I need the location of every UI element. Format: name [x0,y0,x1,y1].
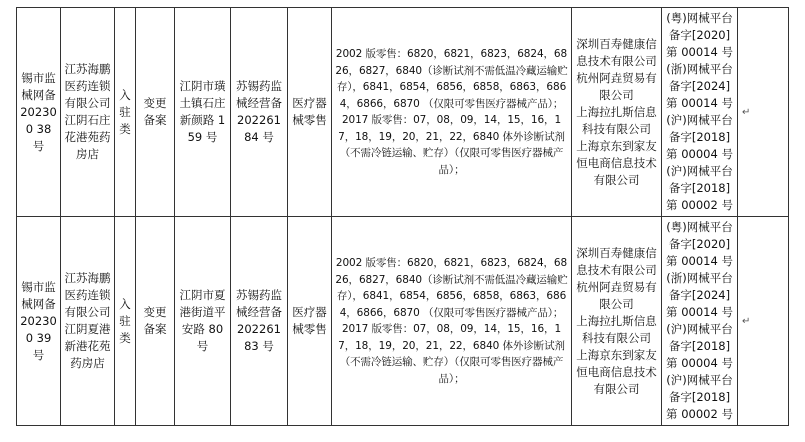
scope-2002: 2002 版零售：6820，6821，6823，6824，6826，6827，6840（诊断试剂不需低温冷藏运输贮存），6841，6854，6856，6858，6863，6864，6866，6870 （仅限可零售医疗器械产品）； [335,48,568,110]
filing-number-cell [17,217,61,426]
platform-record: (浙)网械平台备字[2024]第 00014 号 [666,271,733,319]
change-type-cell [136,217,175,426]
platform-records-cell [662,8,738,217]
platform-name: 上海拉扎斯信息科技有限公司 [576,313,657,345]
company-cell [61,217,115,426]
company-name: 江苏海鹏医药连锁有限公司江阴石庄花港苑药房店 [64,62,111,161]
paragraph-mark-icon: ↵ [742,106,751,118]
scope-2002: 2002 版零售：6820，6821，6823，6824，6826，6827，6840（诊断试剂不需低温冷藏运输贮存），6841，6854，6856，6858，6863，6864，6866，6870 （仅限可零售医疗器械产品）； [335,257,568,319]
paragraph-mark-icon: ↵ [742,315,751,327]
category: 入驻类 [119,87,131,136]
platform-name: 上海拉扎斯信息科技有限公司 [576,104,657,136]
platform-record: (沪)网械平台备字[2018]第 00002 号 [666,373,733,421]
change-type-cell [136,8,175,217]
change-type: 变更备案 [143,96,167,127]
address-cell [175,217,231,426]
filing-number-cell [17,8,61,217]
platform-name: 深圳百寿健康信息技术有限公司 [576,36,657,68]
platform-record: (粤)网械平台备字[2020]第 00014 号 [666,220,733,268]
platform-records-cell [662,217,738,426]
table-row [17,217,789,426]
address-cell [175,8,231,217]
filing-number: 锡市监械网备202300 38 号 [20,70,57,153]
table-row [17,8,789,217]
company-cell [61,8,115,217]
platform-name: 深圳百寿健康信息技术有限公司 [576,245,657,277]
service-type: 医疗器械零售 [292,96,327,127]
address: 江阴市璜土镇石庄新颜路 159 号 [179,79,226,144]
service-type: 医疗器械零售 [292,305,327,336]
platform-record: (沪)网械平台备字[2018]第 00002 号 [666,164,733,212]
company-name: 江苏海鹏医药连锁有限公司江阴夏港新港花苑药房店 [64,271,111,370]
filing-number: 锡市监械网备202300 39 号 [20,279,57,362]
scope-2017: 2017 版零售：07，08，09，14，15，16，17，18，19，20，21，22，6840 体外诊断试剂（不需冷链运输、贮存）（仅限可零售医疗器械产品）； [338,323,565,385]
category-cell [115,217,136,426]
address: 江阴市夏港街道平安路 80 号 [179,288,226,353]
end-of-cell-mark [738,8,789,217]
platforms-cell [572,217,662,426]
category: 入驻类 [119,296,131,345]
platforms-cell [572,8,662,217]
platform-name: 杭州阿垚贸易有限公司 [576,70,657,102]
change-type: 变更备案 [143,305,167,336]
scope-2017: 2017 版零售：07，08，09，14，15，16，17，18，19，20，21，22，6840 体外诊断试剂（不需冷链运输、贮存）（仅限可零售医疗器械产品）； [338,114,565,176]
license-number: 苏锡药监械经营备 20226184 号 [236,79,282,144]
platform-record: (沪)网械平台备字[2018]第 00004 号 [666,322,733,370]
platform-record: (沪)网械平台备字[2018]第 00004 号 [666,113,733,161]
platform-record: (粤)网械平台备字[2020]第 00014 号 [666,11,733,59]
filing-table [16,7,789,426]
platform-name: 上海京东到家友恒电商信息技术有限公司 [576,138,657,187]
platform-name: 杭州阿垚贸易有限公司 [576,279,657,311]
platform-record: (浙)网械平台备字[2024]第 00014 号 [666,62,733,110]
end-of-cell-mark [738,217,789,426]
service-cell [288,8,332,217]
license-cell [231,8,288,217]
scope-cell [332,217,572,426]
platform-name: 上海京东到家友恒电商信息技术有限公司 [576,347,657,396]
service-cell [288,217,332,426]
category-cell [115,8,136,217]
license-cell [231,217,288,426]
scope-cell [332,8,572,217]
license-number: 苏锡药监械经营备 20226183 号 [236,288,282,353]
